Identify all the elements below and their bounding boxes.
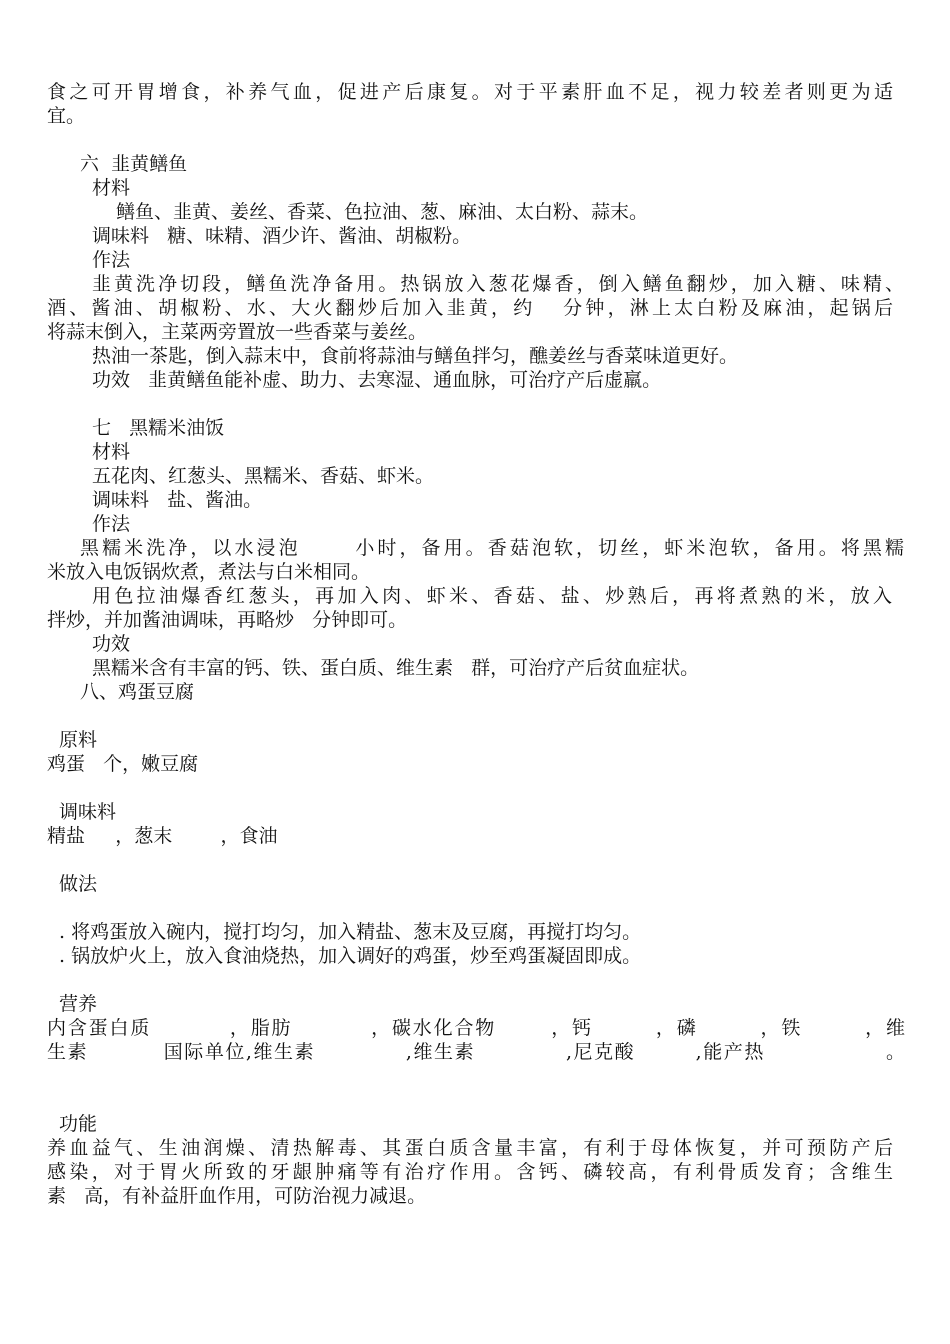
nutrition-text: 内含蛋白质 ，脂肪 ，碳水化合物 ，钙 ，磷 ，铁 ，维 [47, 1017, 905, 1039]
raw-label: 原料 [59, 729, 98, 751]
effect-text: 黑糯米含有丰富的钙、铁、蛋白质、维生素 群，可治疗产后贫血症状。 [92, 657, 700, 679]
nutrition-text: 生素 国际单位,维生素 ,维生素 ,尼克酸 ,能产热 。 [47, 1041, 905, 1063]
materials-text: 鳝鱼、韭黄、姜丝、香菜、色拉油、葱、麻油、太白粉、蒜末。 [116, 201, 649, 223]
function-text: 素 高，有补益肝血作用，可防治视力减退。 [47, 1185, 427, 1207]
seasoning-text: 精盐 ，葱末 ，食油 [47, 825, 278, 847]
section-title: 七 黑糯米油饭 [92, 417, 225, 439]
function-text: 感染，对于胃火所致的牙龈肿痛等有治疗作用。含钙、磷较高，有利骨质发育；含维生 [47, 1161, 893, 1183]
method-step: . 锅放炉火上，放入食油烧热，加入调好的鸡蛋，炒至鸡蛋凝固即成。 [59, 945, 642, 967]
effect-text: 功效 韭黄鳝鱼能补虚、助力、去寒湿、通血脉，可治疗产后虚羸。 [92, 369, 662, 391]
method-label: 做法 [59, 873, 98, 895]
method-label: 作法 [92, 249, 131, 271]
materials-label: 材料 [92, 177, 131, 199]
materials-text: 五花肉、红葱头、黑糯米、香菇、虾米。 [92, 465, 435, 487]
seasoning-label: 调味料 [59, 801, 117, 823]
method-text: 米放入电饭锅炊煮，煮法与白米相同。 [47, 561, 371, 583]
raw-text: 鸡蛋 个，嫩豆腐 [47, 753, 199, 775]
method-text: 拌炒，并加酱油调味，再略炒 分钟即可。 [47, 609, 408, 631]
seasoning-text: 调味料 盐、酱油。 [92, 489, 263, 511]
function-label: 功能 [59, 1113, 98, 1135]
method-text: 黑糯米洗净，以水浸泡 小时，备用。香菇泡软，切丝，虾米泡软，备用。将黑糯 [80, 537, 904, 559]
method-text: 用色拉油爆香红葱头，再加入肉、虾米、香菇、盐、炒熟后，再将煮熟的米，放入 [92, 585, 892, 607]
effect-label: 功效 [92, 633, 131, 655]
method-text: 韭黄洗净切段，鳝鱼洗净备用。热锅放入葱花爆香，倒入鳝鱼翻炒，加入糖、味精、 [92, 273, 904, 295]
intro-line: 食之可开胃增食，补养气血，促进产后康复。对于平素肝血不足，视力较差者则更为适 [47, 81, 893, 103]
method-text: 热油一茶匙，倒入蒜末中，食前将蒜油与鳝鱼拌匀，醮姜丝与香菜味道更好。 [92, 345, 739, 367]
materials-label: 材料 [92, 441, 131, 463]
method-text: 酒、酱油、胡椒粉、水、大火翻炒后加入韭黄，约 分钟，淋上太白粉及麻油，起锅后 [47, 297, 893, 319]
section-title: 六 韭黄鳝鱼 [80, 153, 188, 175]
function-text: 养血益气、生油润燥、清热解毒、其蛋白质含量丰富，有利于母体恢复，并可预防产后 [47, 1137, 893, 1159]
section-title: 八、鸡蛋豆腐 [80, 681, 195, 703]
nutrition-label: 营养 [59, 993, 98, 1015]
method-text: 将蒜末倒入，主菜两旁置放一些香菜与姜丝。 [47, 321, 428, 343]
seasoning-text: 调味料 糖、味精、酒少许、酱油、胡椒粉。 [92, 225, 472, 247]
method-label: 作法 [92, 513, 131, 535]
intro-line: 宜。 [47, 105, 86, 127]
method-step: . 将鸡蛋放入碗内，搅打均匀，加入精盐、葱末及豆腐，再搅打均匀。 [59, 921, 642, 943]
